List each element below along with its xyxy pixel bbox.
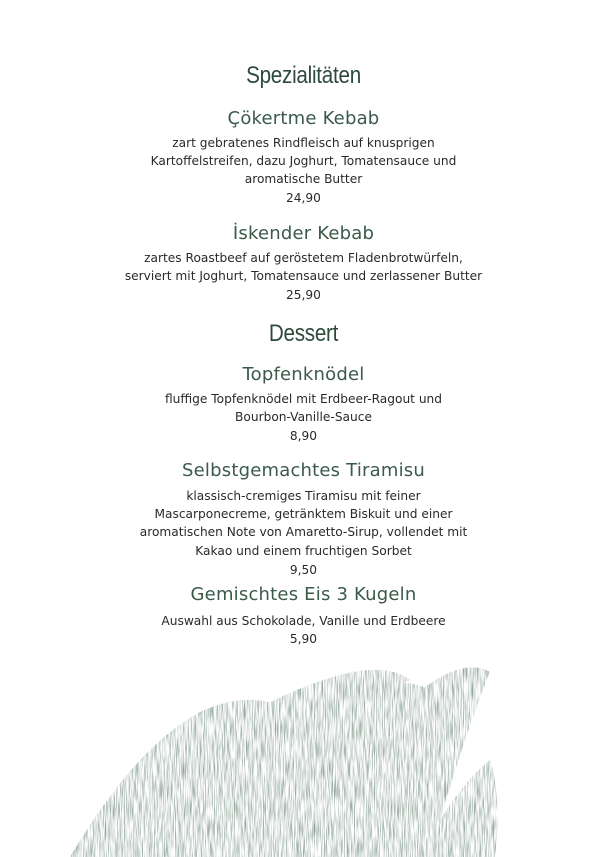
dish-price: 8,90 [289,429,318,443]
description-line: Bourbon-Vanille-Sauce [235,410,372,425]
description-line: serviert mit Joghurt, Tomatensauce und zerlassener Butter [124,269,483,284]
dish-description [100,249,507,285]
description-line: Auswahl aus Schokolade, Vanille und Erdbeere [161,614,446,628]
description-line: aromatische Butter [244,172,363,187]
dish-price: 25,90 [286,288,321,302]
description-line: aromatischen Note von Amaretto-Sirup, vollendet mit [139,525,468,540]
dish-description [100,612,507,630]
dish-name: Çökertme Kebab [227,108,380,129]
dish-price: 24,90 [286,191,321,205]
description-line: zart gebratenes Rindfleisch auf knusprigen [172,136,435,150]
dish-description [100,134,507,189]
description-line: klassisch-cremiges Tiramisu mit feiner [186,489,421,503]
description-line: Kartoffelstreifen, dazu Joghurt, Tomatensauce und [150,154,457,169]
section-title-spezialitaeten: Spezialitäten [246,62,361,89]
dish-name: İskender Kebab [232,223,375,244]
dish-name: Gemischtes Eis 3 Kugeln [190,584,417,605]
description-line: zartes Roastbeef auf geröstetem Fladenbrotwürfeln, [144,251,463,265]
dish-price: 9,50 [289,563,318,577]
dish-name: Topfenknödel [242,364,365,385]
dish-description [100,487,507,560]
dish-name: Selbstgemachtes Tiramisu [182,460,425,481]
dish-price: 5,90 [289,632,318,646]
description-line: fluffige Topfenknödel mit Erdbeer-Ragout und [164,392,443,406]
dish-description [100,390,507,426]
description-line: Mascarponecreme, getränktem Biskuit und einer [154,507,453,522]
section-title-dessert: Dessert [268,320,339,347]
description-line: Kakao und einem fruchtigen Sorbet [195,543,412,558]
